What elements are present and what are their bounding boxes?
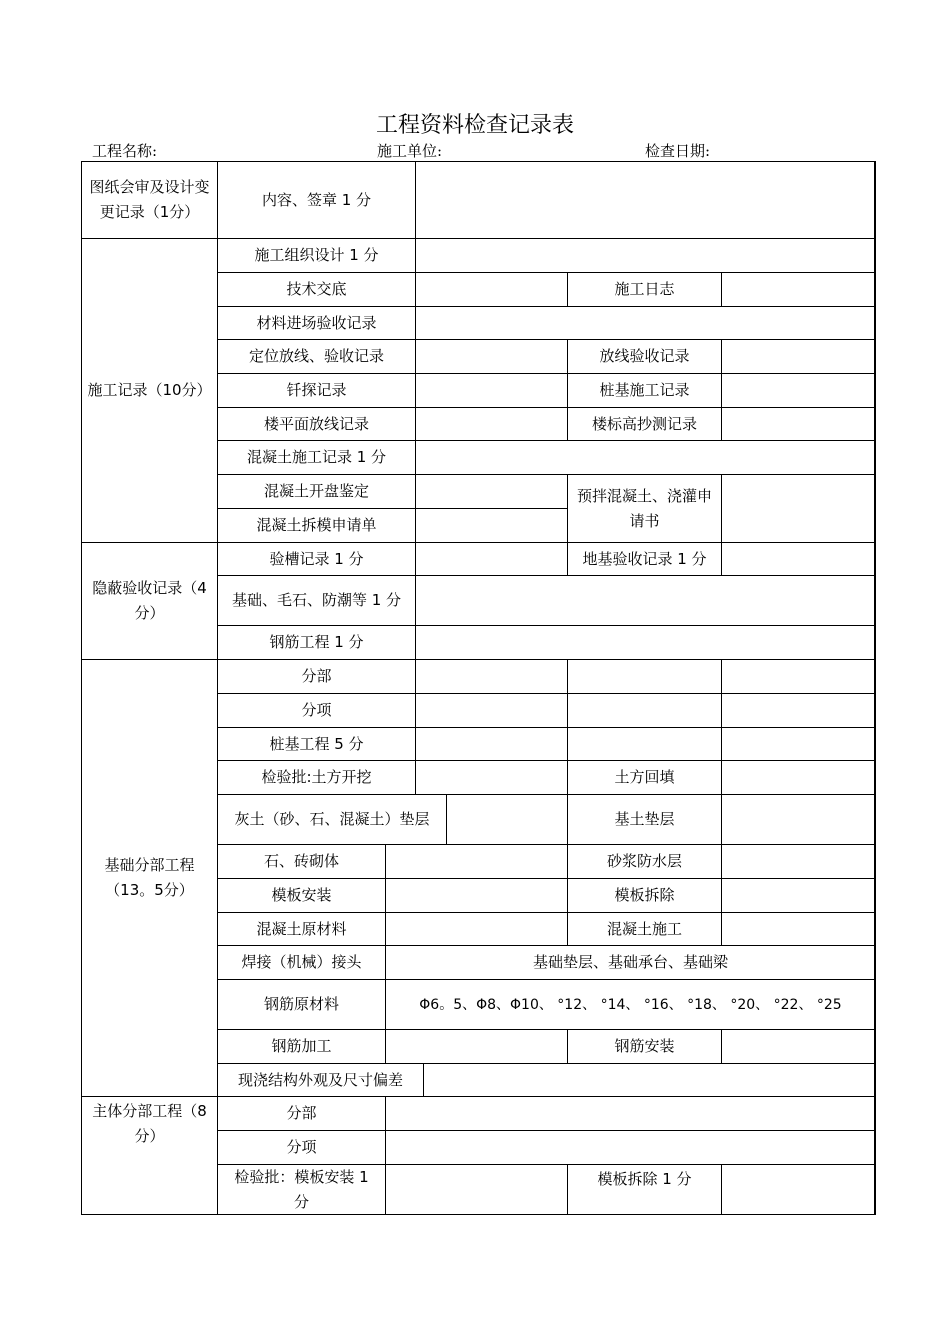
value-cell[interactable] (385, 1029, 568, 1064)
item-trench-record: 验槽记录 1 分 (217, 542, 416, 576)
item-floor-level: 楼标高抄测记录 (567, 407, 722, 441)
value-cell[interactable] (385, 844, 568, 879)
value-cell[interactable] (423, 1063, 876, 1097)
item-rebar-processing: 钢筋加工 (217, 1029, 386, 1064)
rebar-specs: Φ6。5、Φ8、Φ10、 °12、 °14、 °16、 °18、 °20、 °22、 °25 (385, 979, 876, 1030)
item-foundation-stone: 基础、毛石、防潮等 1 分 (217, 575, 416, 626)
item-subitem: 分项 (217, 693, 416, 728)
item-tech-briefing: 技术交底 (217, 272, 416, 307)
value-cell[interactable] (385, 1096, 876, 1131)
value-cell[interactable] (721, 912, 876, 946)
value-cell[interactable] (415, 659, 568, 694)
item-pile-construction: 桩基施工记录 (567, 373, 722, 408)
item-batch-earthwork: 检验批:土方开挖 (217, 760, 416, 795)
item-welded-joint: 焊接（机械）接头 (217, 945, 386, 980)
value-cell[interactable] (415, 238, 876, 273)
value-cell[interactable] (415, 272, 568, 307)
value-cell[interactable] (721, 794, 876, 845)
value-cell[interactable] (721, 1164, 876, 1215)
section-drawing-review: 图纸会审及设计变更记录（1分） (81, 161, 218, 239)
value-cell[interactable] (721, 659, 876, 694)
item-construction-log: 施工日志 (567, 272, 722, 307)
value-cell[interactable] (721, 407, 876, 441)
value-cell[interactable] (415, 542, 568, 576)
item-material-entry: 材料进场验收记录 (217, 306, 416, 340)
item-earth-backfill: 土方回填 (567, 760, 722, 795)
item-formwork-removal-1: 模板拆除 1 分 (567, 1164, 722, 1215)
value-cell[interactable] (721, 878, 876, 913)
item-rebar-raw: 钢筋原材料 (217, 979, 386, 1030)
item-concrete-opening: 混凝土开盘鉴定 (217, 474, 416, 509)
project-name-label: 工程名称: (92, 142, 158, 160)
section-foundation: 基础分部工程（13。5分） (81, 659, 218, 1097)
section-concealed-acceptance: 隐蔽验收记录（4分） (81, 542, 218, 660)
item-cast-in-situ: 现浇结构外观及尺寸偏差 (217, 1063, 424, 1097)
value-cell[interactable] (721, 474, 876, 543)
item-lime-soil: 灰土（砂、石、混凝土）垫层 (217, 794, 447, 845)
item-concrete-raw: 混凝土原材料 (217, 912, 386, 946)
value-cell[interactable] (415, 474, 568, 509)
value-cell[interactable] (567, 659, 722, 694)
value-cell[interactable] (415, 339, 568, 374)
item-subdivision: 分部 (217, 659, 416, 694)
item-pile-foundation: 桩基工程 5 分 (217, 727, 416, 761)
section-construction-records: 施工记录（10分） (81, 238, 218, 543)
value-cell[interactable] (415, 373, 568, 408)
value-cell[interactable] (721, 272, 876, 307)
item-probe: 钎探记录 (217, 373, 416, 408)
item-content-seal: 内容、签章 1 分 (217, 161, 416, 239)
value-cell[interactable] (415, 407, 568, 441)
item-positioning: 定位放线、验收记录 (217, 339, 416, 374)
value-cell[interactable] (385, 912, 568, 946)
item-batch-formwork-install: 检验批：模板安装 1 分 (217, 1164, 386, 1215)
value-cell[interactable] (721, 1029, 876, 1064)
value-cell[interactable] (415, 575, 876, 626)
item-setout-acceptance: 放线验收记录 (567, 339, 722, 374)
item-concrete-formwork-removal: 混凝土拆模申请单 (217, 508, 416, 543)
value-cell[interactable] (385, 1164, 568, 1215)
item-formwork-install: 模板安装 (217, 878, 386, 913)
item-main-subitem: 分项 (217, 1130, 386, 1165)
value-cell[interactable] (385, 1130, 876, 1165)
construction-unit-label: 施工单位: (377, 142, 443, 160)
item-concrete-work: 混凝土施工 (567, 912, 722, 946)
value-cell[interactable] (721, 339, 876, 374)
record-table (81, 161, 875, 1215)
value-cell[interactable] (721, 693, 876, 728)
item-foundation-acceptance: 地基验收记录 1 分 (567, 542, 722, 576)
value-cell[interactable] (567, 693, 722, 728)
value-cell[interactable] (415, 625, 876, 660)
section-main-structure: 主体分部工程（8分） (81, 1096, 218, 1215)
value-cell[interactable] (415, 161, 876, 239)
item-premix-pour: 预拌混凝土、浇灌申请书 (567, 474, 722, 543)
item-mortar-waterproof: 砂浆防水层 (567, 844, 722, 879)
value-cell[interactable] (721, 542, 876, 576)
item-formwork-removal: 模板拆除 (567, 878, 722, 913)
value-cell[interactable] (721, 760, 876, 795)
item-base-cushion: 基土垫层 (567, 794, 722, 845)
check-date-label: 检查日期: (645, 142, 711, 160)
value-cell[interactable] (415, 508, 568, 543)
value-cell[interactable] (721, 844, 876, 879)
item-main-subdivision: 分部 (217, 1096, 386, 1131)
value-cell[interactable] (567, 727, 722, 761)
item-rebar-install: 钢筋安装 (567, 1029, 722, 1064)
value-cell[interactable] (415, 440, 876, 475)
page-title: 工程资料检查记录表 (375, 113, 574, 138)
value-cell[interactable] (446, 794, 568, 845)
item-concrete-construction: 混凝土施工记录 1 分 (217, 440, 416, 475)
item-foundation-beam: 基础垫层、基础承台、基础梁 (385, 945, 876, 980)
item-floor-setout: 楼平面放线记录 (217, 407, 416, 441)
value-cell[interactable] (415, 306, 876, 340)
value-cell[interactable] (721, 373, 876, 408)
item-org-design: 施工组织设计 1 分 (217, 238, 416, 273)
value-cell[interactable] (415, 760, 568, 795)
value-cell[interactable] (721, 727, 876, 761)
item-rebar-work: 钢筋工程 1 分 (217, 625, 416, 660)
value-cell[interactable] (415, 727, 568, 761)
item-brick-masonry: 石、砖砌体 (217, 844, 386, 879)
value-cell[interactable] (415, 693, 568, 728)
value-cell[interactable] (385, 878, 568, 913)
